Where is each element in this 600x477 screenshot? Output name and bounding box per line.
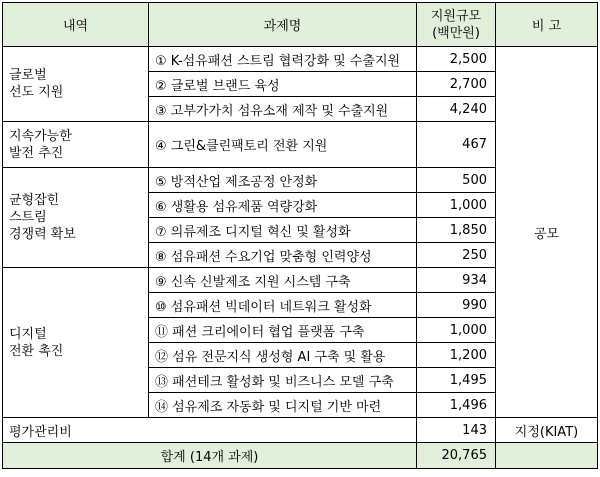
task-name: ⑨ 신속 신발제조 지원 시스템 구축 bbox=[149, 268, 417, 293]
budget-table bbox=[2, 2, 598, 469]
task-name: ⑤ 방적산업 제조공정 안정화 bbox=[149, 168, 417, 193]
task-budget: 1,200 bbox=[417, 343, 496, 368]
task-budget: 2,700 bbox=[417, 72, 496, 97]
task-name: ⑭ 섬유제조 자동화 및 디지털 기반 마련 bbox=[149, 393, 417, 418]
task-name: ⑩ 섬유패션 빅데이터 네트워크 활성화 bbox=[149, 293, 417, 318]
eval-label: 평가관리비 bbox=[3, 418, 417, 443]
task-budget: 467 bbox=[417, 122, 496, 168]
category-balanced: 균형잡힌 스트림 경쟁력 확보 bbox=[3, 168, 149, 268]
total-note bbox=[496, 443, 598, 469]
task-name: ⑫ 섬유 전문지식 생성형 AI 구축 및 활용 bbox=[149, 343, 417, 368]
task-name: ⑬ 패션테크 활성화 및 비즈니스 모델 구축 bbox=[149, 368, 417, 393]
task-budget: 1,495 bbox=[417, 368, 496, 393]
category-sustainable: 지속가능한 발전 추진 bbox=[3, 122, 149, 168]
total-label: 합계 (14개 과제) bbox=[3, 443, 417, 469]
eval-budget: 143 bbox=[417, 418, 496, 443]
header-category: 내역 bbox=[3, 3, 149, 47]
task-budget: 1,000 bbox=[417, 318, 496, 343]
task-budget: 1,850 bbox=[417, 218, 496, 243]
task-budget: 250 bbox=[417, 243, 496, 268]
task-budget: 1,496 bbox=[417, 393, 496, 418]
header-budget-line1: 지원규모 bbox=[430, 8, 482, 24]
task-name: ① K-섬유패션 스트림 협력강화 및 수출지원 bbox=[149, 47, 417, 72]
eval-row bbox=[3, 418, 598, 443]
task-budget: 500 bbox=[417, 168, 496, 193]
category-global: 글로벌 선도 지원 bbox=[3, 47, 149, 122]
task-name: ④ 그린&클린팩토리 전환 지원 bbox=[149, 122, 417, 168]
task-name: ⑦ 의류제조 디지털 혁신 및 활성화 bbox=[149, 218, 417, 243]
task-budget: 990 bbox=[417, 293, 496, 318]
task-budget: 1,000 bbox=[417, 193, 496, 218]
task-name: ② 글로벌 브랜드 육성 bbox=[149, 72, 417, 97]
task-budget: 2,500 bbox=[417, 47, 496, 72]
task-budget: 934 bbox=[417, 268, 496, 293]
total-budget: 20,765 bbox=[417, 443, 496, 469]
table-header-row bbox=[3, 3, 598, 47]
task-name: ③ 고부가가치 섬유소재 제작 및 수출지원 bbox=[149, 97, 417, 122]
header-budget-line2: (백만원) bbox=[432, 25, 480, 41]
table-row bbox=[3, 47, 598, 72]
remarks-public: 공모 bbox=[496, 47, 598, 418]
task-name: ⑪ 패션 크리에이터 협업 플랫폼 구축 bbox=[149, 318, 417, 343]
header-budget bbox=[417, 3, 496, 47]
eval-note: 지정(KIAT) bbox=[496, 418, 598, 443]
task-name: ⑥ 생활용 섬유제품 역량강화 bbox=[149, 193, 417, 218]
header-remarks: 비 고 bbox=[496, 3, 598, 47]
category-digital: 디지털 전환 촉진 bbox=[3, 268, 149, 418]
total-row bbox=[3, 443, 598, 469]
task-name: ⑧ 섬유패션 수요기업 맞춤형 인력양성 bbox=[149, 243, 417, 268]
task-budget: 4,240 bbox=[417, 97, 496, 122]
header-task-name: 과제명 bbox=[149, 3, 417, 47]
